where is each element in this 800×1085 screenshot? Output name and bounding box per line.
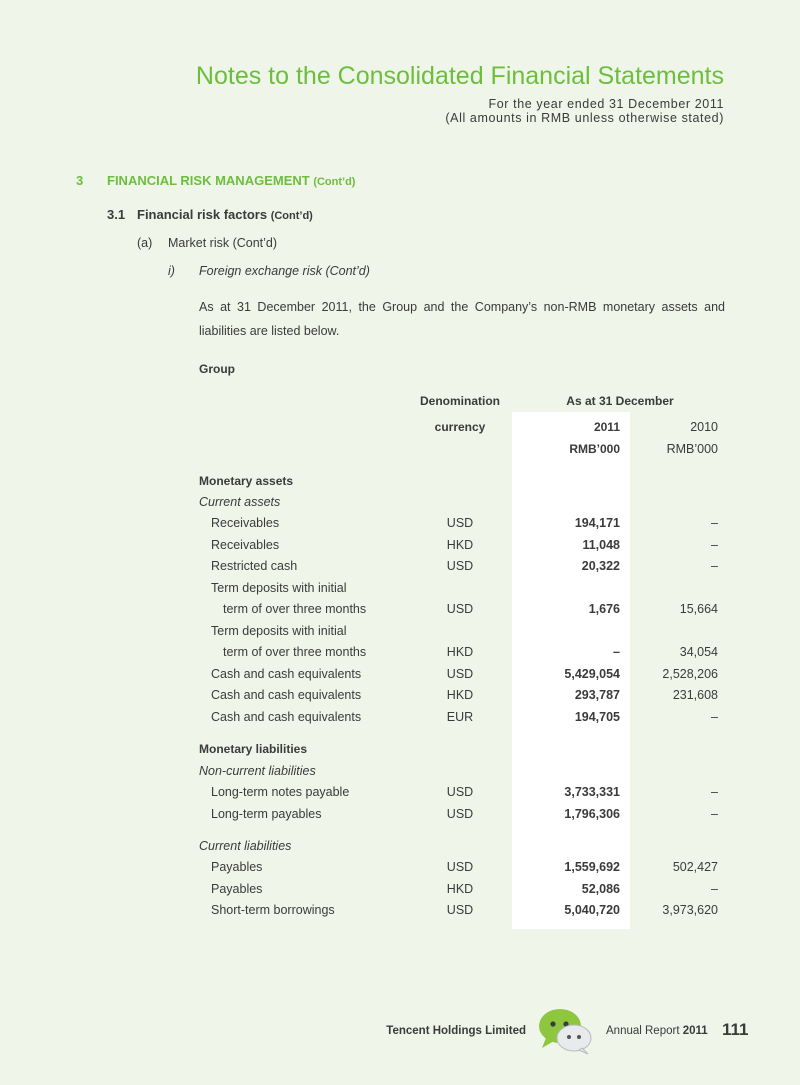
row-value-2011: 1,796,306 <box>564 806 620 821</box>
as-at-header: As at 31 December <box>566 394 674 408</box>
section-number: 3 <box>76 173 84 188</box>
year-2011-header: 2011 <box>593 420 620 434</box>
row-label: Cash and cash equivalents <box>211 688 362 702</box>
row-label: Receivables <box>211 537 280 552</box>
row-currency: HKD <box>446 881 474 896</box>
item-a-heading <box>137 236 277 250</box>
subsection-title: Financial risk factors <box>137 207 268 222</box>
row-value-2010: 231,608 <box>672 688 718 702</box>
table-row <box>0 903 800 923</box>
monetary-liabilities-heading: Monetary liabilities <box>199 742 308 756</box>
section-title <box>107 173 355 188</box>
table-row <box>0 807 800 827</box>
current-liabilities-heading: Current liabilities <box>199 839 292 853</box>
table-row <box>0 710 800 730</box>
row-value-2010: – <box>711 516 718 530</box>
row-currency: USD <box>446 785 474 799</box>
row-currency: USD <box>446 903 474 917</box>
row-currency: EUR <box>446 709 474 724</box>
noncurrent-liabilities-heading: Non-current liabilities <box>199 764 316 778</box>
row-label: Cash and cash equivalents <box>211 709 362 724</box>
item-a-text: Market risk (Cont’d) <box>168 236 278 250</box>
current-assets-heading: Current assets <box>199 495 281 509</box>
unit-2011-header: RMB’000 <box>569 442 620 456</box>
row-value-2010: 15,664 <box>679 602 718 616</box>
row-label: Payables <box>211 881 263 896</box>
row-value-2011: 1,559,692 <box>564 860 620 874</box>
unit-2010-header: RMB’000 <box>666 442 718 456</box>
subsection-heading <box>107 207 313 222</box>
page-title: Notes to the Consolidated Financial Statements <box>195 62 724 90</box>
row-currency: USD <box>446 516 474 530</box>
row-value-2010: – <box>711 709 718 724</box>
row-value-2011: 11,048 <box>582 537 620 552</box>
item-i-heading <box>168 264 370 278</box>
currency-note: (All amounts in RMB unless otherwise stated) <box>445 111 724 125</box>
row-value-2010: – <box>711 537 718 552</box>
denomination-header: Denomination <box>420 394 500 408</box>
section-title-text: FINANCIAL RISK MANAGEMENT <box>107 173 310 188</box>
row-label: Payables <box>211 860 263 874</box>
row-currency: USD <box>446 602 474 616</box>
period-subtitle: For the year ended 31 December 2011 <box>488 97 724 111</box>
table-row <box>0 785 800 805</box>
footer-company: Tencent Holdings Limited <box>386 1025 526 1037</box>
row-value-2010: 2,528,206 <box>662 666 718 681</box>
row-value-2011: 20,322 <box>581 559 620 573</box>
row-value-2011: 194,171 <box>574 516 620 530</box>
row-label: Long-term payables <box>211 806 322 821</box>
item-i-text: Foreign exchange risk (Cont’d) <box>199 264 370 278</box>
row-value-2011: 194,705 <box>574 709 620 724</box>
row-value-2010: 502,427 <box>672 860 718 874</box>
item-i-number: i) <box>168 264 175 278</box>
row-value-2011: 5,040,720 <box>564 903 620 917</box>
row-currency: USD <box>446 806 474 821</box>
table-row <box>0 624 800 644</box>
section-title-suffix: (Cont’d) <box>313 176 356 188</box>
table-row <box>0 882 800 902</box>
table-row <box>0 602 800 622</box>
row-label: Term deposits with initial <box>211 580 347 595</box>
currency-header: currency <box>434 420 486 434</box>
wechat-bubbles-icon <box>536 1006 596 1056</box>
row-value-2010: – <box>711 881 718 896</box>
table-row <box>0 645 800 665</box>
row-value-2011: 5,429,054 <box>564 666 620 681</box>
row-value-2011: 52,086 <box>581 881 620 896</box>
table-row <box>0 538 800 558</box>
table-row <box>0 860 800 880</box>
row-currency: HKD <box>446 537 474 552</box>
row-label: term of over three months <box>223 645 367 659</box>
table-row <box>0 667 800 687</box>
year-2010-header: 2010 <box>690 420 718 434</box>
row-label: Short-term borrowings <box>211 903 335 917</box>
row-currency: USD <box>446 559 474 573</box>
subsection-suffix: (Cont’d) <box>270 210 313 222</box>
row-label: Receivables <box>211 516 280 530</box>
group-label: Group <box>199 362 235 376</box>
row-label: Long-term notes payable <box>211 785 350 799</box>
table-row <box>0 516 800 536</box>
row-value-2010: – <box>711 785 718 799</box>
footer-report <box>606 1025 708 1037</box>
subsection-number: 3.1 <box>107 207 126 222</box>
row-currency: USD <box>446 860 474 874</box>
table-row <box>0 688 800 708</box>
row-value-2010: – <box>711 806 718 821</box>
row-currency: HKD <box>446 645 474 659</box>
footer-report-label: Annual Report <box>606 1025 680 1037</box>
row-value-2011: – <box>613 645 620 659</box>
table-row <box>0 581 800 601</box>
footer-report-year: 2011 <box>682 1025 708 1037</box>
table-row <box>0 559 800 579</box>
row-value-2011: 1,676 <box>588 602 620 616</box>
item-a-number: (a) <box>137 236 153 250</box>
row-value-2010: – <box>711 559 718 573</box>
row-currency: USD <box>446 666 474 681</box>
row-label: Term deposits with initial <box>211 623 347 638</box>
row-currency: HKD <box>446 688 474 702</box>
row-label: term of over three months <box>223 602 367 616</box>
row-value-2010: 34,054 <box>679 645 718 659</box>
row-label: Restricted cash <box>211 559 298 573</box>
row-value-2011: 3,733,331 <box>564 785 620 799</box>
row-value-2011: 293,787 <box>574 688 620 702</box>
page-number: 111 <box>722 1020 749 1039</box>
intro-paragraph: As at 31 December 2011, the Group and the Company’s non-RMB monetary assets and liabilities are listed below. <box>199 300 725 338</box>
monetary-assets-heading: Monetary assets <box>199 474 294 488</box>
row-value-2010: 3,973,620 <box>662 903 718 917</box>
row-label: Cash and cash equivalents <box>211 666 362 681</box>
